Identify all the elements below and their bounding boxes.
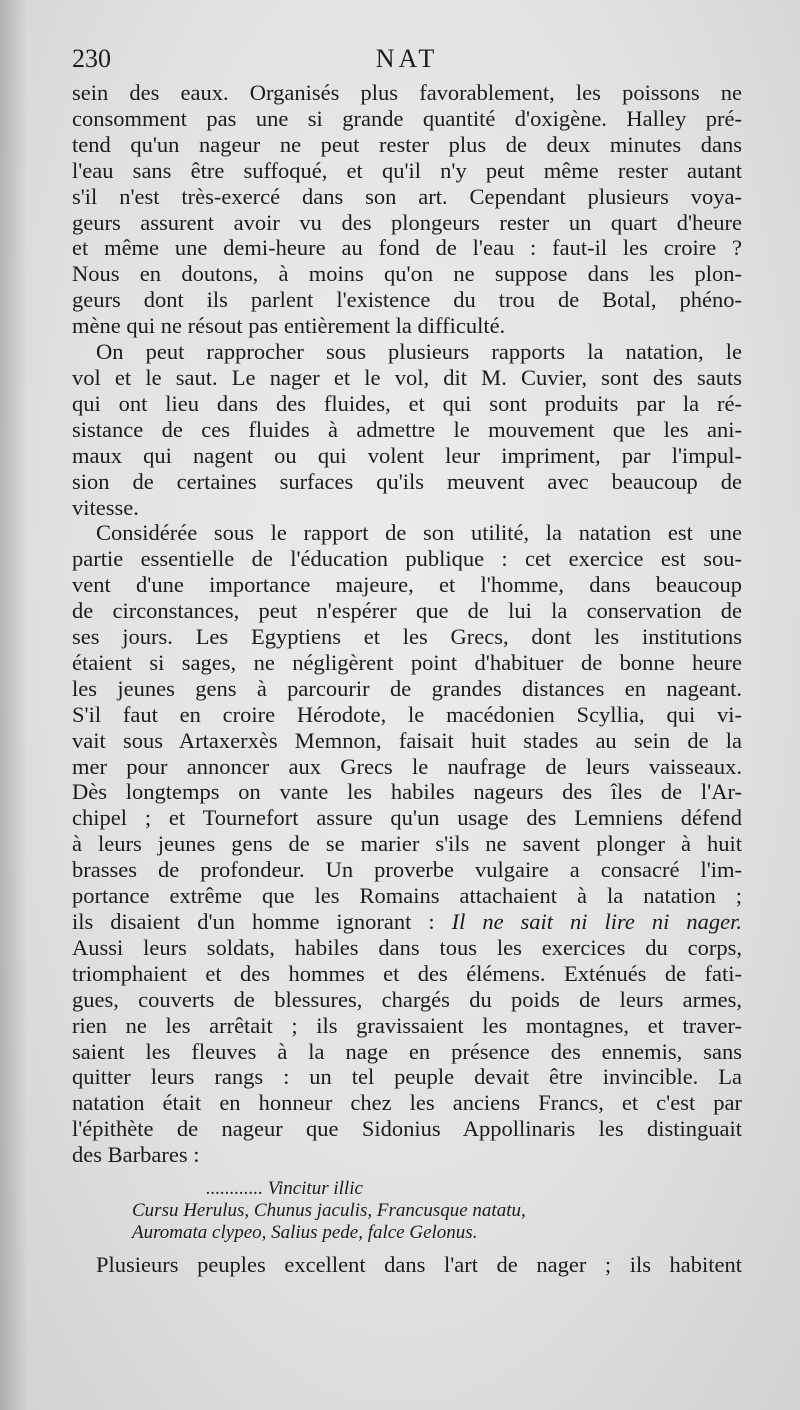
text-line: vitesse.: [72, 494, 139, 520]
text-line: quitter leurs rangs : un tel peuple devait être invincible. La: [72, 1064, 742, 1090]
text-line: saient les fleuves à la nage en présence des ennemis, sans: [72, 1038, 742, 1064]
text-line: vait sous Artaxerxès Memnon, faisait huit stades au sein de la: [72, 727, 742, 753]
text-line: rien ne les arrêtait ; ils gravissaient les montagnes, et traver-: [72, 1012, 742, 1038]
text-line: maux qui nagent ou qui volent leur impriment, par l'impul-: [72, 442, 742, 468]
text-line: partie essentielle de l'éducation publique : cet exercice est sou-: [72, 546, 742, 572]
text-line: chipel ; et Tournefort assure qu'un usage des Lemniens défend: [72, 805, 742, 831]
text-line: geurs assurent avoir vu des plongeurs rester un quart d'heure: [72, 209, 742, 235]
verse-line: Auromata clypeo, Salius pede, falce Gelonus.: [132, 1222, 478, 1244]
verse-line: Cursu Herulus, Chunus jaculis, Francusque natatu,: [132, 1200, 526, 1222]
text-line: l'épithète de nageur que Sidonius Appollinaris les distinguait: [72, 1116, 742, 1142]
text-line: vol et le saut. Le nager et le vol, dit M. Cuvier, sont des sauts: [72, 364, 742, 390]
verse-line: ............ Vincitur illic: [206, 1178, 363, 1200]
text-line: des Barbares :: [72, 1142, 200, 1168]
body-text: [72, 80, 742, 1278]
paragraph-2: [72, 339, 742, 520]
text-line: et même une demi-heure au fond de l'eau : faut-il les croire ?: [72, 235, 742, 261]
text-line: l'eau sans être suffoqué, et qu'il n'y peut même rester autant: [72, 157, 742, 183]
text-line: gues, couverts de blessures, chargés du poids de leurs armes,: [72, 986, 742, 1012]
text-line: On peut rapprocher sous plusieurs rapports la natation, le: [96, 339, 742, 365]
text-line: Aussi leurs soldats, habiles dans tous les exercices du corps,: [72, 934, 742, 960]
running-head: NAT: [375, 44, 439, 73]
page-header: [72, 44, 742, 78]
text-line: consomment pas une si grande quantité d'oxigène. Halley pré-: [72, 105, 742, 131]
text-line: s'il n'est très-exercé dans son art. Cependant plusieurs voya-: [72, 183, 742, 209]
text-line: Plusieurs peuples excellent dans l'art de nager ; ils habitent: [96, 1252, 742, 1278]
text-line: ses jours. Les Egyptiens et les Grecs, dont les institutions: [72, 624, 742, 650]
text-line: tend qu'un nageur ne peut rester plus de deux minutes dans: [72, 131, 742, 157]
text-line: vent d'une importance majeure, et l'homme, dans beaucoup: [72, 572, 742, 598]
text-line: sion de certaines surfaces qu'ils meuvent avec beaucoup de: [72, 468, 742, 494]
paragraph-1: [72, 80, 742, 339]
text-line: portance extrême que les Romains attachaient à la natation ;: [72, 883, 742, 909]
text-line: geurs dont ils parlent l'existence du trou de Botal, phéno-: [72, 287, 742, 313]
paragraph-3: [72, 520, 742, 1168]
text-line: brasses de profondeur. Un proverbe vulgaire a consacré l'im-: [72, 857, 742, 883]
text-line: sistance de ces fluides à admettre le mouvement que les ani-: [72, 416, 742, 442]
text-line: S'il faut en croire Hérodote, le macédonien Scyllia, qui vi-: [72, 701, 742, 727]
italic-proverb: Il ne sait ni lire ni nager.: [451, 909, 742, 934]
latin-verse: [132, 1178, 742, 1244]
text-line-with-quote: [72, 909, 742, 935]
text-line: étaient si sages, ne négligèrent point d'habituer de bonne heure: [72, 649, 742, 675]
text-line: mer pour annoncer aux Grecs le naufrage de leurs vaisseaux.: [72, 753, 742, 779]
text-line: Nous en doutons, à moins qu'on ne suppose dans les plon-: [72, 261, 742, 287]
text-line: Considérée sous le rapport de son utilité, la natation est une: [96, 520, 742, 546]
text-line: natation était en honneur chez les anciens Francs, et c'est par: [72, 1090, 742, 1116]
text-line: de circonstances, peut n'espérer que de lui la conservation de: [72, 598, 742, 624]
text-line: à leurs jeunes gens de se marier s'ils ne savent plonger à huit: [72, 831, 742, 857]
text-line: sein des eaux. Organisés plus favorablement, les poissons ne: [72, 80, 742, 105]
paragraph-4: [72, 1252, 742, 1278]
text-line: ils disaient d'un homme ignorant :: [72, 909, 435, 934]
text-line: mène qui ne résout pas entièrement la difficulté.: [72, 313, 506, 339]
text-line: les jeunes gens à parcourir de grandes distances en nageant.: [72, 675, 742, 701]
text-line: Dès longtemps on vante les habiles nageurs des îles de l'Ar-: [72, 779, 742, 805]
text-line: triomphaient et des hommes et des élémens. Exténués de fati-: [72, 960, 742, 986]
page-number: 230: [72, 44, 111, 73]
text-line: qui ont lieu dans des fluides, et qui sont produits par la ré-: [72, 390, 742, 416]
